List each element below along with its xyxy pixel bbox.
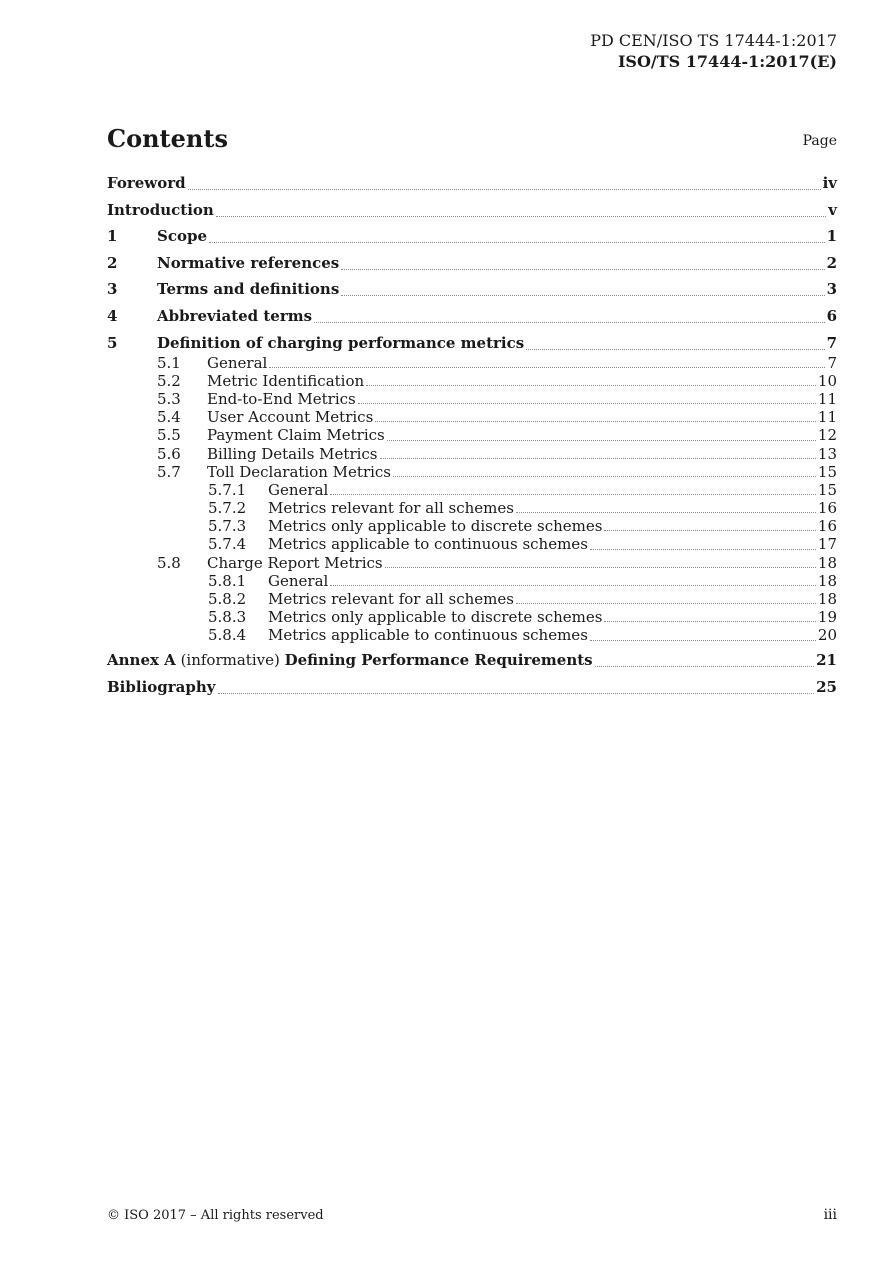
toc-entry-5-7[interactable] [107, 463, 837, 481]
page-number: iii [823, 1207, 837, 1223]
toc-title: Metrics relevant for all schemes [268, 590, 514, 608]
toc-title: End-to-End Metrics [207, 389, 356, 408]
toc-page: 16 [817, 499, 837, 518]
toc-title: Introduction [107, 200, 214, 219]
toc-page: iv [822, 174, 837, 192]
toc-number: 5.3 [157, 389, 181, 408]
document-header [590, 30, 837, 72]
toc-page: 3 [826, 280, 837, 299]
toc-entry-5-8-3[interactable] [107, 608, 837, 626]
toc-entry-5-1[interactable] [107, 354, 837, 372]
toc-page: 10 [817, 371, 837, 390]
header-line-1: PD CEN/ISO TS 17444-1:2017 [590, 31, 837, 50]
toc-number: 5.4 [157, 408, 181, 427]
toc-number: 4 [107, 306, 118, 325]
toc-entry-5-8-4[interactable] [107, 626, 837, 644]
toc-entry-introduction[interactable] [107, 201, 837, 221]
header-line-2: ISO/TS 17444-1:2017(E) [617, 52, 837, 71]
toc-entry-5-2[interactable] [107, 372, 837, 390]
toc-number: 5.7.1 [208, 480, 247, 499]
toc-entry-4[interactable] [107, 307, 837, 327]
toc-title: Normative references [157, 253, 340, 272]
toc-title: Payment Claim Metrics [207, 426, 385, 445]
toc-page: 12 [817, 426, 837, 445]
toc-entry-3[interactable] [107, 280, 837, 300]
table-of-contents [107, 174, 837, 698]
toc-entry-1[interactable] [107, 227, 837, 247]
toc-entry-5-7-1[interactable] [107, 481, 837, 499]
toc-number: 5.7.3 [208, 517, 247, 536]
toc-title: General [207, 353, 268, 372]
toc-page: 1 [826, 227, 837, 246]
dot-leader [516, 512, 816, 513]
dot-leader [188, 189, 821, 190]
toc-title: General [268, 571, 329, 590]
toc-page: 13 [817, 444, 837, 463]
dot-leader [330, 585, 816, 586]
toc-title: Foreword [107, 174, 186, 192]
toc-title: Metrics only applicable to discrete schemes [268, 608, 603, 627]
toc-page: v [828, 200, 837, 219]
annex-title: Defining Performance Requirements [284, 651, 593, 670]
toc-page: 7 [826, 333, 837, 352]
toc-entry-5-4[interactable] [107, 408, 837, 426]
toc-entry-5[interactable] [107, 334, 837, 354]
toc-entry-annex-a[interactable] [107, 651, 837, 671]
dot-leader [516, 603, 816, 604]
toc-number: 5.8.2 [208, 590, 247, 608]
toc-entry-5-8-2[interactable] [107, 590, 837, 608]
toc-number: 5.5 [157, 426, 181, 445]
dot-leader [366, 385, 816, 386]
toc-page: 7 [827, 353, 837, 372]
toc-page: 18 [817, 571, 837, 590]
toc-title: Metrics only applicable to discrete schemes [268, 517, 603, 536]
toc-title: Charge Report Metrics [207, 553, 383, 572]
toc-title: Definition of charging performance metrics [157, 333, 525, 352]
toc-page: 21 [816, 651, 837, 670]
toc-number: 5.7.2 [208, 499, 247, 518]
toc-number: 5.8.4 [208, 626, 247, 645]
toc-title: User Account Metrics [207, 408, 374, 427]
dot-leader [269, 367, 825, 368]
toc-title: Metrics applicable to continuous schemes [268, 535, 588, 554]
annex-label: Annex A [107, 651, 176, 670]
dot-leader [526, 349, 824, 350]
annex-qualifier: (informative) [175, 651, 285, 670]
dot-leader [341, 295, 824, 296]
toc-title: Bibliography [107, 677, 216, 696]
dot-leader [358, 403, 816, 404]
dot-leader [590, 549, 816, 550]
toc-title [107, 651, 593, 669]
toc-number: 3 [107, 280, 118, 299]
dot-leader [218, 693, 815, 694]
toc-entry-5-3[interactable] [107, 390, 837, 408]
toc-number: 5.8.1 [208, 571, 247, 590]
toc-page: 19 [817, 608, 837, 627]
dot-leader [341, 269, 824, 270]
toc-number: 5.7 [157, 462, 181, 481]
toc-number: 5.8 [157, 553, 181, 572]
dot-leader [380, 458, 816, 459]
toc-entry-5-6[interactable] [107, 445, 837, 463]
toc-page: 11 [817, 408, 837, 427]
toc-title: Toll Declaration Metrics [207, 462, 392, 481]
toc-title: Abbreviated terms [157, 306, 313, 325]
toc-page: 2 [826, 253, 837, 272]
dot-leader [375, 421, 816, 422]
toc-title: Metrics applicable to continuous schemes [268, 626, 588, 645]
toc-title: General [268, 480, 329, 499]
toc-page: 11 [817, 389, 837, 408]
dot-leader [604, 530, 815, 531]
dot-leader [330, 494, 816, 495]
toc-entry-5-5[interactable] [107, 426, 837, 444]
toc-title: Metrics relevant for all schemes [268, 499, 514, 518]
toc-page: 15 [817, 480, 837, 499]
toc-number: 5.8.3 [208, 608, 247, 627]
toc-page: 20 [817, 626, 837, 645]
toc-number: 1 [107, 227, 118, 246]
toc-entry-5-7-2[interactable] [107, 499, 837, 517]
toc-page: 18 [817, 590, 837, 608]
toc-entry-5-7-4[interactable] [107, 535, 837, 553]
toc-number: 5.2 [157, 371, 181, 390]
page-column-label: Page [802, 133, 837, 149]
toc-title: Billing Details Metrics [207, 444, 378, 463]
toc-number: 2 [107, 253, 118, 272]
toc-page: 16 [817, 517, 837, 536]
dot-leader [590, 640, 816, 641]
toc-number: 5.1 [157, 353, 181, 372]
toc-number: 5.6 [157, 444, 181, 463]
toc-title: Scope [157, 227, 208, 246]
toc-entry-2[interactable] [107, 254, 837, 274]
toc-entry-foreword[interactable] [107, 174, 837, 194]
copyright-notice: © ISO 2017 – All rights reserved [107, 1208, 324, 1223]
toc-number: 5 [107, 333, 118, 352]
dot-leader [393, 476, 816, 477]
toc-entry-bibliography[interactable] [107, 678, 837, 698]
toc-page: 15 [817, 462, 837, 481]
dot-leader [314, 322, 824, 323]
toc-page: 6 [826, 306, 837, 325]
toc-entry-5-8-1[interactable] [107, 572, 837, 590]
dot-leader [595, 666, 815, 667]
toc-page: 17 [817, 535, 837, 554]
toc-entry-5-8[interactable] [107, 554, 837, 572]
toc-entry-5-7-3[interactable] [107, 517, 837, 535]
toc-number: 5.7.4 [208, 535, 247, 554]
toc-page: 25 [816, 677, 837, 696]
toc-title: Terms and definitions [157, 280, 340, 299]
page-title: Contents [107, 124, 228, 153]
dot-leader [216, 216, 826, 217]
dot-leader [387, 440, 816, 441]
dot-leader [385, 567, 816, 568]
dot-leader [604, 621, 815, 622]
dot-leader [209, 242, 825, 243]
toc-title: Metric Identification [207, 371, 365, 390]
toc-page: 18 [817, 553, 837, 572]
